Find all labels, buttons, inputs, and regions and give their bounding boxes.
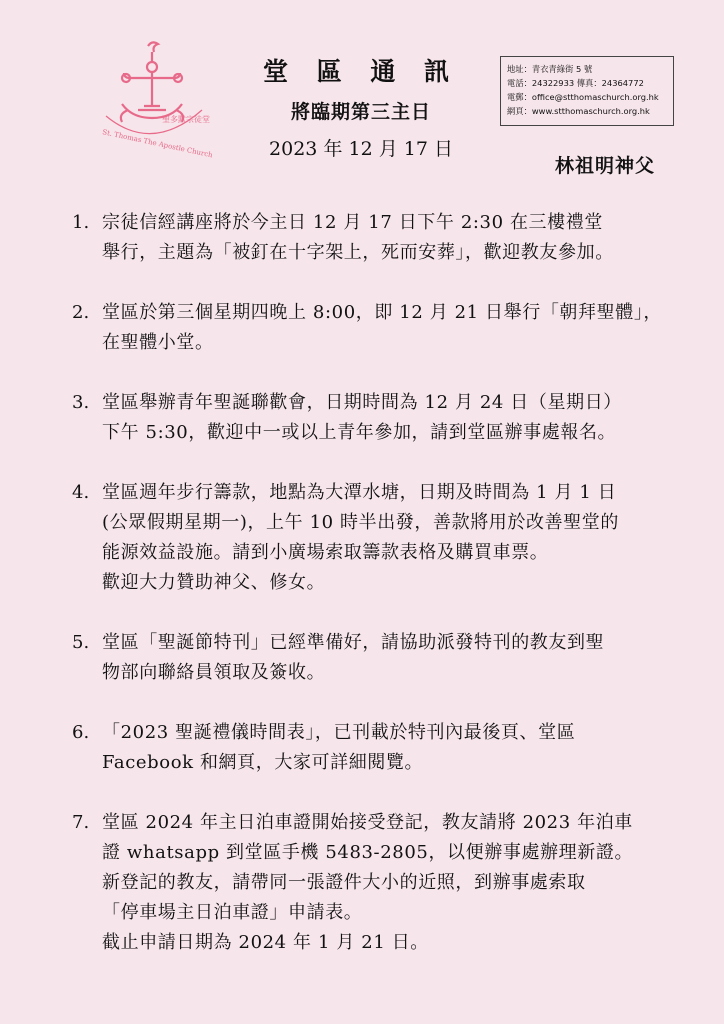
priest-name: 林祖明神父: [555, 155, 656, 177]
announcement-line: 堂區舉辦青年聖誕聯歡會，日期時間為 12 月 24 日（星期日）: [102, 392, 622, 413]
announcement-list: [72, 208, 692, 988]
contact-web: 網頁：www.stthomaschurch.org.hk: [507, 106, 650, 116]
logo-name-en: St. Thomas The Apostle Church: [101, 128, 214, 158]
announcement-line: 物部向聯絡員領取及簽收。: [102, 662, 326, 683]
contact-address: 地址：青衣青綠街 5 號: [507, 64, 593, 74]
announcement-item: [72, 628, 692, 688]
announcement-item: [72, 388, 692, 448]
announcement-line: 堂區 2024 年主日泊車證開始接受登記，教友請將 2023 年泊車: [102, 812, 633, 833]
announcement-number: 7.: [72, 812, 90, 833]
announcement-line: 堂區於第三個星期四晚上 8:00，即 12 月 21 日舉行「朝拜聖體」，: [102, 302, 663, 323]
announcement-number: 1.: [72, 212, 90, 233]
logo-name-zh: 聖多默宗徒堂: [162, 115, 210, 124]
announcement-line: 下午 5:30，歡迎中一或以上青年參加，請到堂區辦事處報名。: [102, 422, 617, 443]
announcement-item: [72, 718, 692, 778]
announcement-text: [102, 808, 692, 958]
announcement-line: (公眾假期星期一)，上午 10 時半出發，善款將用於改善聖堂的: [102, 512, 619, 533]
announcement-text: [102, 298, 692, 358]
announcement-number: 5.: [72, 632, 90, 653]
announcement-item: [72, 208, 692, 268]
announcement-number: 3.: [72, 392, 90, 413]
contact-email: 電郵：office@stthomaschurch.org.hk: [507, 92, 659, 102]
church-logo: [92, 38, 232, 158]
announcement-line: 「停車場主日泊車證」申請表。: [102, 902, 363, 923]
announcement-line: 截止申請日期為 2024 年 1 月 21 日。: [102, 932, 429, 953]
announcement-line: 堂區週年步行籌款，地點為大潭水塘，日期及時間為 1 月 1 日: [102, 482, 617, 503]
announcement-item: [72, 808, 692, 958]
announcement-line: 新登記的教友，請帶同一張證件大小的近照，到辦事處索取: [102, 872, 586, 893]
announcement-line: 宗徒信經講座將於今主日 12 月 17 日下午 2:30 在三樓禮堂: [102, 212, 603, 233]
announcement-text: [102, 628, 692, 688]
announcement-text: [102, 718, 692, 778]
announcement-line: 證 whatsapp 到堂區手機 5483-2805，以便辦事處辦理新證。: [102, 842, 634, 863]
announcement-text: [102, 208, 692, 268]
announcement-line: 能源效益設施。請到小廣場索取籌款表格及購買車票。: [102, 542, 549, 563]
announcement-line: 歡迎大力贊助神父、修女。: [102, 572, 326, 593]
announcement-number: 2.: [72, 302, 90, 323]
announcement-line: 堂區「聖誕節特刊」已經準備好，請協助派發特刊的教友到聖: [102, 632, 605, 653]
announcement-item: [72, 298, 692, 358]
announcement-number: 6.: [72, 722, 90, 743]
announcement-line: 「2023 聖誕禮儀時間表」，已刊載於特刊內最後頁、堂區: [102, 722, 576, 743]
announcement-line: 舉行，主題為「被釘在十字架上，死而安葬」，歡迎教友參加。: [102, 242, 614, 263]
announcement-number: 4.: [72, 482, 90, 503]
page-date: 2023 年 12 月 17 日: [269, 138, 453, 160]
announcement-line: Facebook 和網頁，大家可詳細閱覽。: [102, 752, 424, 773]
contact-phone: 電話：24322933 傳真：24364772: [507, 78, 644, 88]
page-subtitle: 將臨期第三主日: [290, 101, 431, 123]
announcement-text: [102, 478, 692, 598]
page-title: 堂 區 通 訊: [262, 57, 460, 86]
contact-box: [500, 56, 674, 126]
church-cross-logo-icon: [92, 38, 232, 158]
announcement-line: 在聖體小堂。: [102, 332, 214, 353]
announcement-text: [102, 388, 692, 448]
announcement-item: [72, 478, 692, 598]
